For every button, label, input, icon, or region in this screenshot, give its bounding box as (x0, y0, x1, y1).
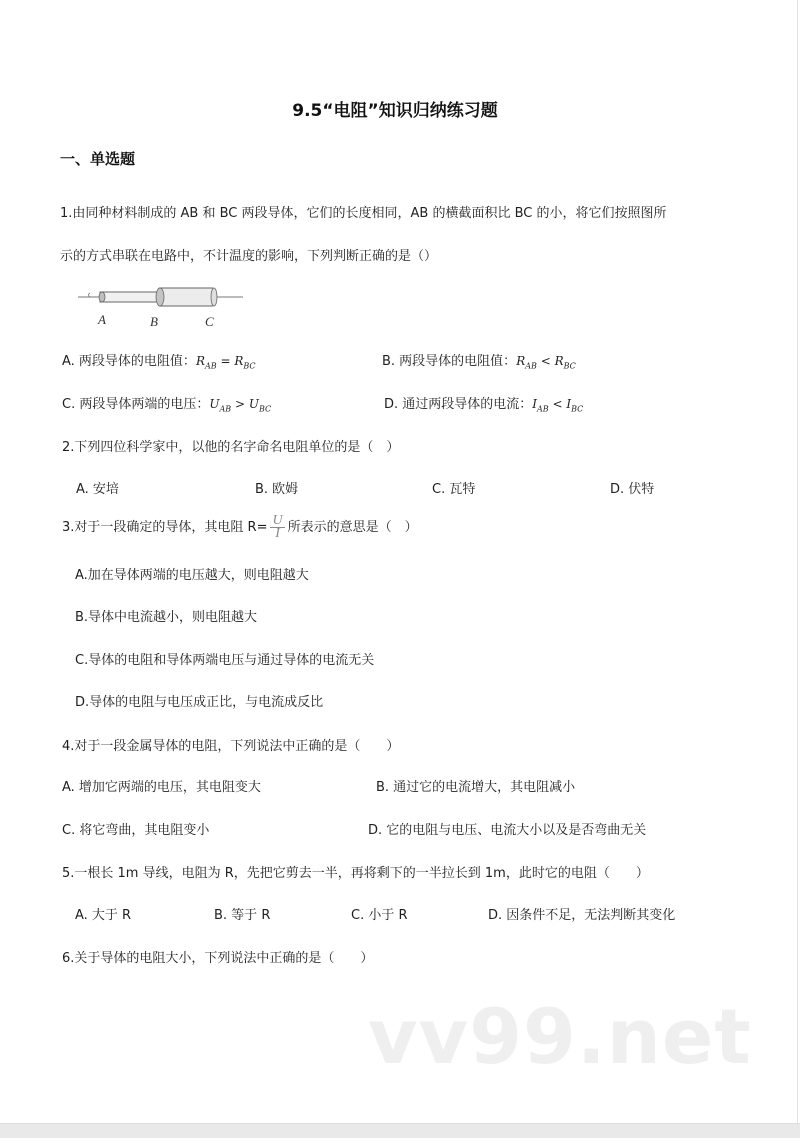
q3-option-b[interactable]: B.导体中电流越小，则电阻越大 (75, 610, 258, 625)
q4-option-c[interactable]: C. 将它弯曲，其电阻变小 (62, 823, 210, 838)
q5-option-a[interactable]: A. 大于 R (75, 908, 132, 923)
q2-option-b[interactable]: B. 欧姆 (255, 482, 299, 497)
q2-option-a[interactable]: A. 安培 (76, 482, 119, 497)
question-5-stem: 5.一根长 1m 导线，电阻为 R，先把它剪去一半，再将剩下的一半拉长到 1m，此时它的电阻（ ） (62, 866, 649, 881)
q2-option-c[interactable]: C. 瓦特 (432, 482, 476, 497)
conductor-figure (78, 284, 248, 332)
svg-text:C: C (205, 314, 214, 329)
q4-option-d[interactable]: D. 它的电阻与电压、电流大小以及是否弯曲无关 (368, 823, 647, 838)
q5-option-c[interactable]: C. 小于 R (351, 908, 408, 923)
question-4-stem: 4.对于一段金属导体的电阻，下列说法中正确的是（ ） (62, 739, 400, 754)
q3-option-d[interactable]: D.导体的电阻与电压成正比，与电流成反比 (75, 695, 324, 710)
question-6-stem: 6.关于导体的电阻大小，下列说法中正确的是（ ） (62, 951, 374, 966)
conductor-diagram-icon (78, 284, 248, 332)
q1-option-b[interactable]: B. 两段导体的电阻值：$R_{AB} < R_{BC}$ (382, 354, 576, 371)
svg-text:B: B (150, 314, 158, 329)
document-title: 9.5“电阻”知识归纳练习题 (292, 101, 498, 121)
q1-option-d[interactable]: D. 通过两段导体的电流：$I_{AB} < I_{BC}$ (384, 397, 584, 414)
question-3-stem: 3.对于一段确定的导体，其电阻 R= $\frac{U}{I}$ 所表示的意思是（ ） (62, 513, 418, 541)
q5-option-b[interactable]: B. 等于 R (214, 908, 271, 923)
watermark: vv99.net (368, 992, 752, 1081)
q1-option-a[interactable]: A. 两段导体的电阻值：$R_{AB} = R_{BC}$ (62, 354, 256, 371)
q3-option-a[interactable]: A.加在导体两端的电压越大，则电阻越大 (75, 568, 309, 583)
question-2-stem: 2.下列四位科学家中，以他的名字命名电阻单位的是（ ） (62, 440, 400, 455)
page-bottom-edge (0, 1123, 800, 1138)
q1-option-c[interactable]: C. 两段导体两端的电压：$U_{AB} > U_{BC}$ (62, 397, 272, 414)
q5-option-d[interactable]: D. 因条件不足，无法判断其变化 (488, 908, 676, 923)
q4-option-b[interactable]: B. 通过它的电流增大，其电阻减小 (376, 780, 576, 795)
question-1-stem-line2: 示的方式串联在电路中，不计温度的影响，下列判断正确的是（） (60, 249, 438, 264)
fraction-u-over-i: $\frac{U}{I}$ (272, 513, 283, 541)
q2-option-d[interactable]: D. 伏特 (610, 482, 655, 497)
q3-option-c[interactable]: C.导体的电阻和导体两端电压与通过导体的电流无关 (75, 653, 375, 668)
q4-option-a[interactable]: A. 增加它两端的电压，其电阻变大 (62, 780, 261, 795)
section-heading: 一、单选题 (60, 150, 136, 168)
svg-text:A: A (98, 312, 106, 327)
question-1-stem-line1: 1.由同种材料制成的 AB 和 BC 两段导体，它们的长度相同，AB 的横截面积比 BC 的小，将它们按照图所 (60, 206, 667, 221)
